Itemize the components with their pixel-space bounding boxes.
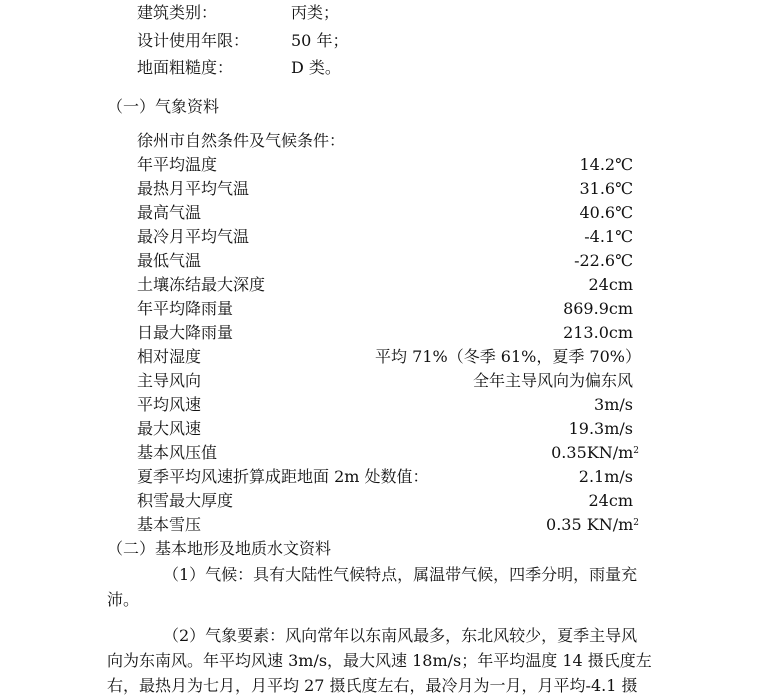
row-label: 主导风向 [137,371,202,390]
row-label: 基本雪压 [137,515,202,534]
header-value-roughness: D 类。 [291,58,341,77]
row-label: 夏季平均风速折算成距地面 2m 处数值： [137,467,429,486]
row-value-text: 0.35KN/m [551,443,634,462]
row-value: 全年主导风向为偏东风 [472,371,633,390]
row-value: 24cm [588,491,633,510]
row-value: 14.2℃ [579,155,633,174]
header-value-building-class: 丙类； [291,3,340,22]
row-label: 最高气温 [137,203,202,222]
row-value: 869.9cm [563,299,633,318]
superscript: 2 [633,446,639,456]
row-label: 最低气温 [137,251,202,270]
row-value: 3m/s [594,395,633,414]
paragraph-climate-line: （1）气候：具有大陆性气候特点，属温带气候，四季分明，雨量充 [163,565,638,584]
row-value: 31.6℃ [579,179,633,198]
row-value: 40.6℃ [579,203,633,222]
paragraph-climate-line: 沛。 [107,590,140,609]
header-label-building-class: 建筑类别： [137,3,218,22]
row-label: 日最大降雨量 [137,323,234,342]
header-label-design-life: 设计使用年限： [137,31,250,50]
row-value: -22.6℃ [574,251,633,270]
header-label-roughness: 地面粗糙度： [137,58,234,77]
row-label: 基本风压值 [137,443,218,462]
row-value-snow-pressure [546,514,639,536]
row-label: 土壤冻结最大深度 [137,275,266,294]
row-value: -4.1℃ [584,227,633,246]
row-value: 213.0cm [563,323,633,342]
row-value-text: 0.35 KN/m [546,515,634,534]
row-label: 年平均温度 [137,155,218,174]
row-label: 相对湿度 [137,347,202,366]
row-label: 最大风速 [137,419,202,438]
header-value-design-life: 50 年； [291,31,349,50]
row-label: 年平均降雨量 [137,299,234,318]
row-label: 最冷月平均气温 [137,227,250,246]
row-value: 24cm [588,275,633,294]
row-label: 平均风速 [137,395,202,414]
row-value-wind-pressure [551,442,639,464]
superscript: 2 [633,518,639,528]
row-value: 平均 71%（冬季 61%，夏季 70%） [375,347,641,366]
row-label: 最热月平均气温 [137,179,250,198]
paragraph-weather-line: （2）气象要素：风向常年以东南风最多，东北风较少，夏季主导风 [163,626,638,645]
paragraph-weather-line: 向为东南风。年平均风速 3m/s，最大风速 18m/s；年平均温度 14 摄氏度左 [107,651,652,670]
section-title-geology: （二）基本地形及地质水文资料 [107,539,332,558]
section-intro: 徐州市自然条件及气候条件： [137,131,346,150]
row-value: 19.3m/s [568,419,633,438]
section-title-weather: （一）气象资料 [107,97,220,116]
paragraph-weather-line: 右，最热月为七月，月平均 27 摄氏度左右，最冷月为一月，月平均-4.1 摄 [107,676,638,695]
row-value: 2.1m/s [578,467,633,486]
row-label: 积雪最大厚度 [137,491,234,510]
